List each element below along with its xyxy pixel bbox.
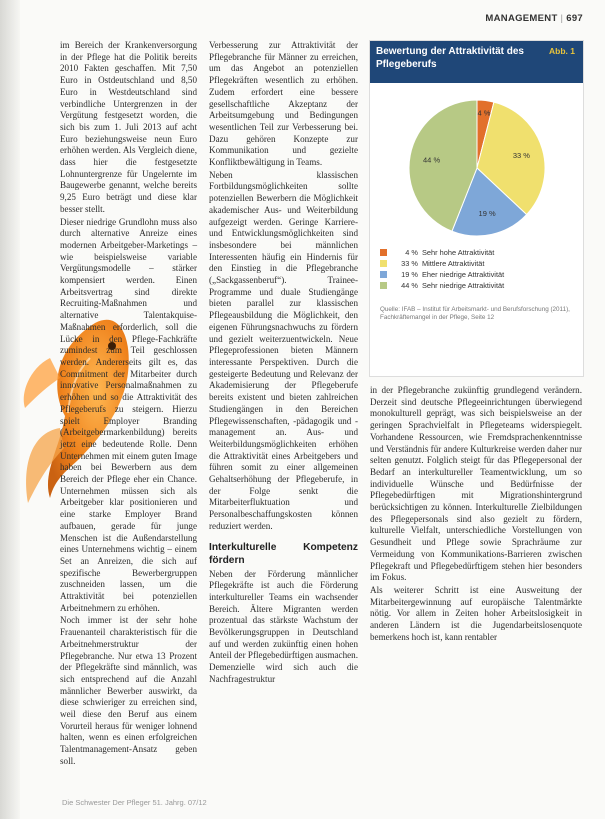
chart-title: Bewertung der Attraktivität des Pflegeberufs [376,46,524,70]
col1-paragraph-3: Noch immer ist der sehr hohe Frauenanteil charakteristisch für die Arbeitnehmerstruktur der Pflegebranche. Nur etwa 13 Prozent der Pflegekräfte sind männlich, was sich entsprechend auf die Anzahl männlicher Bewerber auswirkt, da diese schwieriger zu erreichen sind, weil diese den Beruf aus einem Vorurteil heraus für weniger lohnend halten, wenn es einen erfolgreichen Talentmanagement-Ansatz geben soll. [60,615,197,766]
pie-data-label-0: 4 % [477,108,491,118]
pie-data-label-2: 19 % [478,209,496,219]
running-header [485,13,583,24]
legend-item [380,258,575,269]
header-section: MANAGEMENT [485,13,558,24]
legend-label: Mittlere Attraktivität [422,259,485,268]
legend-percent: 44 % [401,281,418,290]
legend-percent: 33 % [401,259,418,268]
legend-item [380,280,575,291]
col3-paragraph-2: Als weiterer Schritt ist eine Ausweitung der Mitarbeitergewinnung auf europäische Talentmärkte nötig. Vor allem in Zeiten hoher Arbeitslosigkeit in anderen Ländern ist die Jugendarbeitslosenquote bemerkens hoch ist, kann rentabler [370,584,582,642]
chart-box [369,40,584,377]
legend-label: Sehr niedrige Attraktivität [422,281,505,290]
chart-legend [380,247,575,291]
col2-paragraph-1: Verbesserung zur Attraktivität der Pflegebranche für Männer zu erreichen, um das Angebot an potenziellen Pflegekräften wesentlich zu erhöhen. Zudem erfordert eine bessere gesellschaftliche Akzeptanz der Arbeitsumgebung und Bedingungen wesentlichen Teil zur Verbesserung bei. Dazu gehören Konzepte zur Kommunikation und gezielte Konfliktbewältigung in Teams. [209,40,358,168]
legend-label: Sehr hohe Attraktivität [422,248,495,257]
pie-data-label-1: 33 % [512,151,530,161]
legend-percent: 4 % [405,248,418,257]
legend-item [380,269,575,280]
header-page-number: 697 [566,13,583,24]
text-column-3 [370,385,582,644]
text-column-2 [209,40,358,687]
text-column-1 [60,40,197,769]
legend-swatch [380,282,387,289]
section-heading: Interkulturelle Kompetenz fördern [209,541,358,566]
legend-item [380,247,575,258]
legend-label: Eher niedrige Attraktivität [422,270,505,279]
col1-paragraph-2: Dieser niedrige Grundlohn muss also durch alternative Anreize eines modernen Arbeitgeber-Marketings – wie beispielsweise variable Vergütungsmodelle – stärker kompensiert werden. Einen Arbeitsvertrag sind direkte Recruiting-Maßnahmen und alternative Talentakquise-Maßnahmen erforderlich, soll die Lücke in den Pflege-Fachkräfte zumindest zum Teil geschlossen werden. Andererseits gilt es, das Commitment der Mitarbeiter durch innovative Personalmaßnahmen zu erhöhen und so die Attraktivität des Pflegeberufs zu steigern. Hierzu spielt Employer Branding (Arbeitgebermarkenbildung) bereits jetzt eine bedeutende Rolle. Denn Unternehmen mit einem guten Image haben bei Bewerbern aus dem Bereich der Pflege eher ein Chance. Unternehmen müssen sich als Arbeitgeber klar positionieren und eine starke Employer Brand aufbauen, gerade für junge Menschen ist die Außendarstellung eines Unternehmens wichtig – einem Set an Anreizen, die sich auf spezifische Bewerbergruppen zuschneiden lassen, um die Attraktivität bei potenziellen Arbeitnehmern zu erhöhen. [60,216,197,613]
col1-paragraph-1: im Bereich der Krankenversorgung in der Pflege hat die Politik bereits 2010 Fakten geschaffen. Mit 7,50 Euro in Ostdeutschland und 8,50 Euro in Westdeutschland sind verbindliche Untergrenzen in der Vergütung festgesetzt worden, die sich bis zum 1. Juli 2013 auf acht Euro beziehungsweise neun Euro erhöhen werden. Als Vergleich diene, dass hier die festgesetzte Lohnuntergrenze für Ungelernte im Baugewerbe genannt, welche bereits 9,25 Euro beträgt und diese klar besser stellt. [60,40,197,214]
chart-source: Quelle: IFAB – Institut für Arbeitsmarkt- und Berufsforschung (2011), Fachkräftemangel in der Pflege, Seite 12 [380,306,570,321]
page-gutter [0,0,20,819]
pie-data-label-3: 44 % [423,155,441,165]
header-separator: | [560,13,564,24]
legend-swatch [380,249,387,256]
legend-swatch [380,271,387,278]
col2-paragraph-3: Neben der Förderung männlicher Pflegekräfte ist auch die Förderung interkultureller Teams ein wachsender Bereich. Ältere Migranten werden prozentual das stärkste Wachstum der Bevölkerungsgruppen in Deutschland auf und werden zukünftig einen hohen Anteil der Pflegebedürftigen ausmachen. Demenzielle wird sich auch die Nachfragestruktur [209,568,358,684]
col3-paragraph-1: in der Pflegebranche zukünftig grundlegend verändern. Derzeit sind deutsche Pflegeeinrichtungen überwiegend monokulturell geprägt, was sich beispielsweise an der geringen Sprachvielfalt in Pflegeteams widerspiegelt. Vorhandene Ressourcen, wie Fremdsprachenkenntnisse und Verständnis für andere Kulturkreise werden daher nur selten genutzt. Folglich steigt für das Pflegepersonal der Bedarf an interkultureller Teamentwicklung, um so individuelle Wünsche und Bedürfnisse der Pflegebedürftigen mit Migrationshintergrund berücksichtigen zu können. Interkulturelle Zielbildungen des Pflegepersonals sind also gezielt zu fördern, kulturelle Vielfalt, unterschiedliche Vorstellungen von Gesundheit und Pflege sowie Sprachräume zur Vermeidung von Kommunikations-Barrieren zwischen Pflegekraft und Pflegebedürftigem stehen hier besonders im Fokus. [370,385,582,583]
chart-header [370,41,583,83]
col2-paragraph-2: Neben klassischen Fortbildungsmöglichkeiten sollte potenziellen Bewerbern die Möglichkeit akademischer Aus- und Weiterbildung aufgezeigt werden. Geringe Karriere- und Entwicklungsmöglichkeiten sind insbesondere bei männlichen Interessenten häufig ein Hindernis für den Einstieg in die Pflegebranche („Sackgassenberuf“). Trainee-Programme und duale Studiengänge bieten parallel zur klassischen Pflegeausbildung die Möglichkeit, den eigenen Führungsnachwuchs zu fördern und gezielt weiterzuentwickeln. Neue Pflegeprofessionen bieten Männern interessante Perspektiven. Durch die gesteigerte Bedeutung und Relevanz der Akademisierung der Pflegeberufe bereits existent und bieten zahlreichen Studiengängen in den Bereichen Pflegewissenschaften, -pädagogik und -management an. Aus- und Weiterbildungsmöglichkeiten erhöhen die Attraktivität eines Arbeitgebers und führen somit zu einer allgemeinen Gehaltserhöhung der Pflegeberufe, in der Folge senkt die Mitarbeiterfluktuation und Personalbeschaffungskosten können reduziert werden. [209,169,358,531]
legend-swatch [380,260,387,267]
legend-percent: 19 % [401,270,418,279]
page-footer: Die Schwester Der Pfleger 51. Jahrg. 07/12 [62,798,207,807]
pie-chart [386,95,568,241]
figure-label: Abb. 1 [549,46,575,56]
